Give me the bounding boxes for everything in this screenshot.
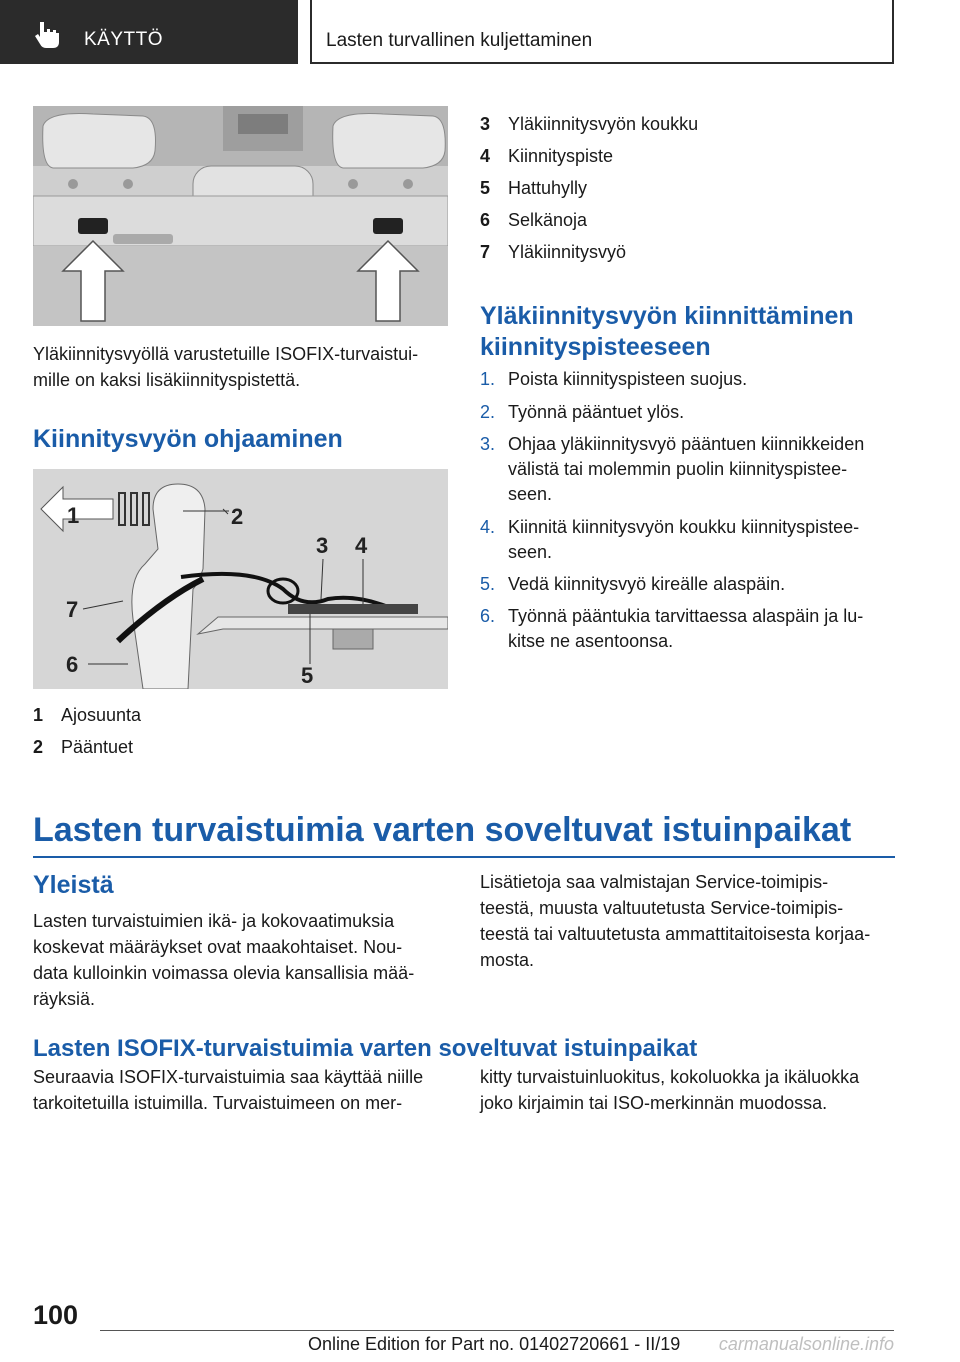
chapter-title: Lasten turvallinen kuljettaminen (326, 30, 593, 51)
heading-belt-routing: Kiinnitysvyön ohjaaminen (33, 425, 343, 453)
diagram-label-1: 1 (67, 503, 80, 528)
legend-number: 5 (480, 178, 491, 198)
diagram-label-7: 7 (66, 597, 79, 622)
isofix-text-left: Seuraavia ISOFIX-turvaistuimia saa käyttää niille tarkoitetuilla istuimilla. Turvaistuimeen on mer- (33, 1067, 424, 1113)
heading-isofix-seats: Lasten ISOFIX-turvaistuimia varten soveltuvat istuinpaikat (33, 1035, 698, 1062)
legend-text: Ajosuunta (61, 705, 142, 725)
diagram-label-4: 4 (355, 533, 368, 558)
step-text: Kiinnitä kiinnitysvyön koukku kiinnityspistee- seen. (508, 517, 860, 562)
section-tab (0, 0, 298, 64)
step-item (480, 367, 900, 392)
legend-text: Hattuhylly (508, 178, 588, 198)
chapter-header (310, 0, 894, 64)
section-title: Lasten turvaistuimia varten soveltuvat istuinpaikat (33, 811, 852, 849)
legend-number: 3 (480, 114, 491, 134)
heading-general: Yleistä (33, 871, 114, 899)
step-number: 3. (480, 434, 496, 454)
legend-text: Yläkiinnitysvyö (508, 242, 627, 262)
general-text-left: Lasten turvaistuimien ikä- ja kokovaatimuksia koskevat määräykset ovat maakohtaiset. Nou- data kulloinkin voimassa olevia kansallisia mää- räyksiä. (33, 911, 415, 1009)
legend-text: Pääntuet (61, 737, 134, 757)
general-text-right: Lisätietoja saa valmistajan Service-toimipis- teestä, muusta valtuutetusta Service-toimipis- teestä tai valtuutetusta ammattitaitoisesta korjaa- mosta. (480, 872, 871, 970)
legend-number: 2 (33, 737, 44, 757)
hand-pointer-icon (32, 20, 66, 50)
legend-number: 6 (480, 210, 491, 230)
diagram-label-6: 6 (66, 652, 79, 677)
belt-routing-diagram (33, 469, 448, 689)
step-text: Ohjaa yläkiinnitysvyö pääntuen kiinnikkeiden välistä tai molemmin puolin kiinnityspistee- seen. (508, 434, 865, 504)
diagram-label-3: 3 (316, 533, 329, 558)
step-number: 5. (480, 574, 496, 594)
section-label: KÄYTTÖ (84, 29, 164, 50)
step-item (480, 515, 900, 565)
diagram-label-5: 5 (301, 663, 314, 688)
step-text: Työnnä pääntuet ylös. (508, 402, 685, 422)
diagram-label-2: 2 (231, 504, 244, 529)
heading-attach-belt: Yläkiinnitysvyön kiinnittäminen kiinnityspisteeseen (480, 302, 854, 361)
footer-divider (100, 1330, 894, 1331)
page-number: 100 (33, 1300, 79, 1330)
step-item (480, 400, 900, 425)
section-divider (33, 856, 895, 858)
step-text: Vedä kiinnitysvyö kireälle alaspäin. (508, 574, 786, 594)
legend-text: Yläkiinnitysvyön koukku (508, 114, 699, 134)
isofix-text-right: kitty turvaistuinluokitus, kokoluokka ja ikäluokka joko kirjaimin tai ISO-merkinnän muodossa. (480, 1067, 860, 1113)
step-number: 1. (480, 369, 496, 389)
legend-text: Kiinnityspiste (508, 146, 614, 166)
step-number: 2. (480, 402, 496, 422)
step-text: Työnnä pääntukia tarvittaessa alaspäin ja lu- kitse ne asentoonsa. (508, 606, 864, 651)
legend-text: Selkänoja (508, 210, 588, 230)
image1-caption: Yläkiinnitysvyöllä varustetuille ISOFIX-turvaistui- mille on kaksi lisäkiinnityspistettä. (33, 344, 419, 390)
legend-number: 7 (480, 242, 491, 262)
step-number: 4. (480, 517, 496, 537)
legend-number: 1 (33, 705, 44, 725)
isofix-anchor-photo (33, 106, 448, 326)
step-item (480, 572, 900, 597)
step-item (480, 432, 900, 507)
legend-number: 4 (480, 146, 491, 166)
step-text: Poista kiinnityspisteen suojus. (508, 369, 748, 389)
watermark: carmanualsonline.info (718, 1334, 894, 1354)
edition-text: Online Edition for Part no. 01402720661 - II/19 (308, 1334, 681, 1354)
step-item (480, 604, 900, 654)
step-number: 6. (480, 606, 496, 626)
